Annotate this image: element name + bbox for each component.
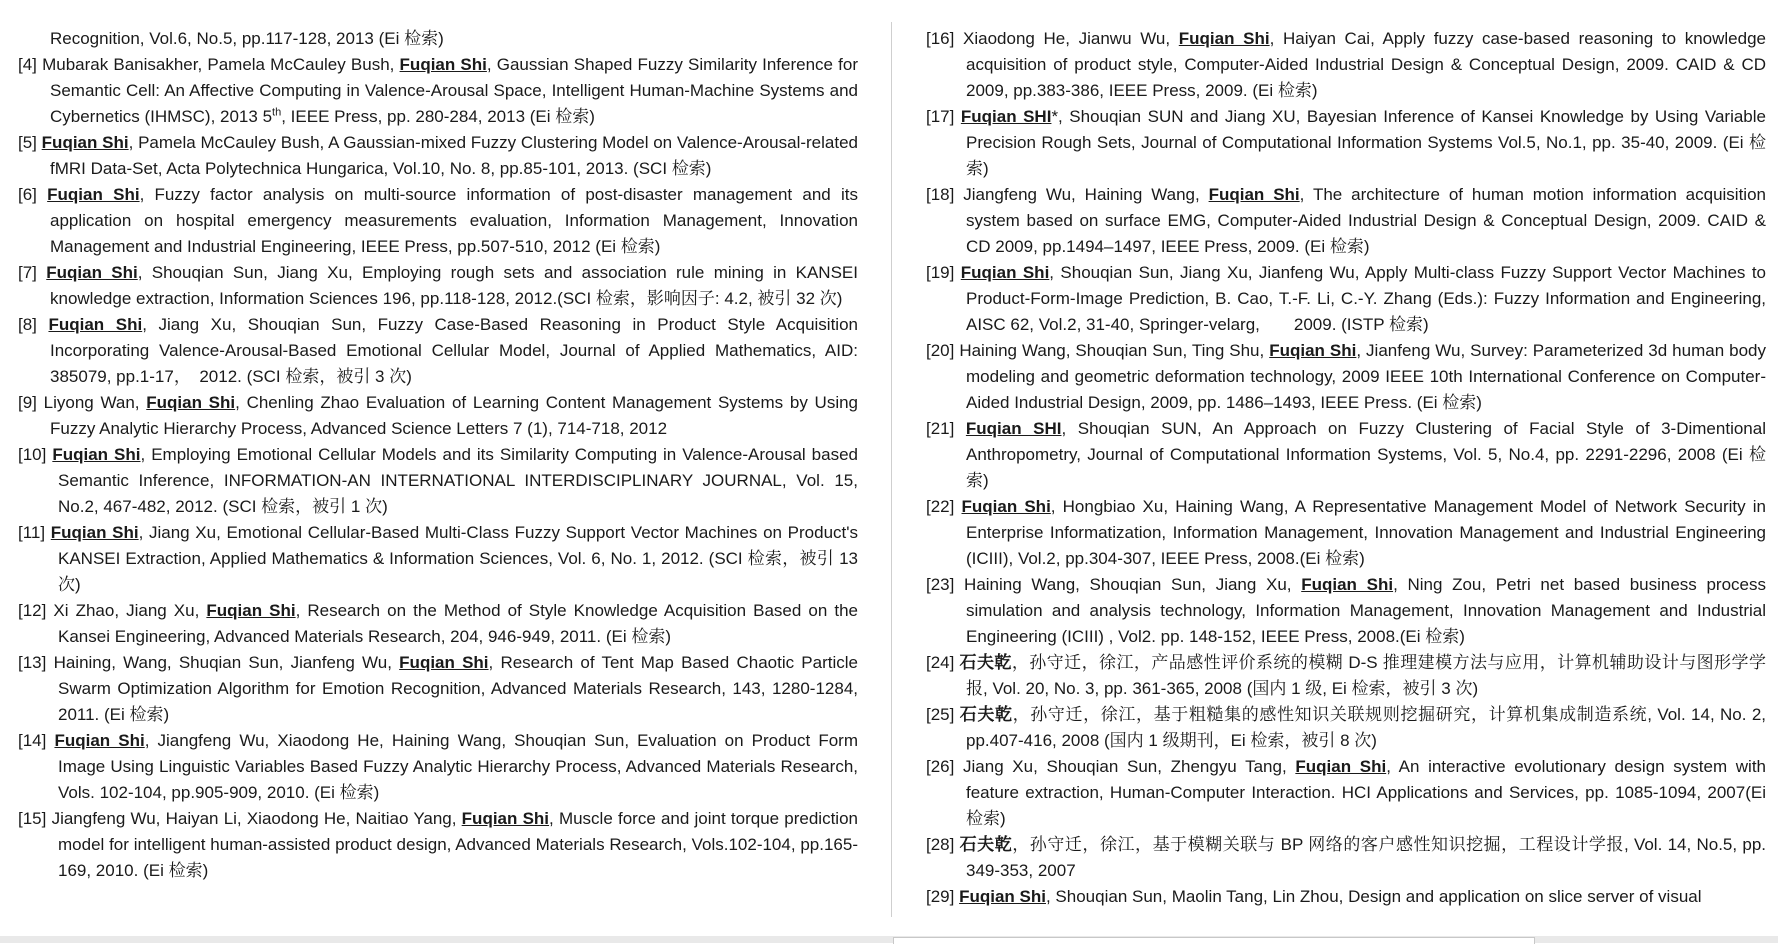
reference-entry [926,182,1766,260]
reference-number: [16] [926,29,955,48]
reference-text: , Gaussian Shaped Fuzzy Similarity Inference for Semantic Cell: An Affective Computing in Valence-Arousal Space, Intelligent Human-Machine Systems and Cybernetics (IHMSC), 2013 5 [50,55,858,126]
reference-number: [25] [926,705,955,724]
reference-number: [26] [926,757,955,776]
highlighted-author: Fuqian Shi [399,55,487,74]
reference-entry [926,338,1766,416]
reference-number: [11] [18,523,46,542]
reference-entry [926,494,1766,572]
reference-text: , Shouqian Sun, Maolin Tang, Lin Zhou, Design and application on slice server of visual [1045,887,1702,906]
reference-text: , Haiyan Cai, Apply fuzzy case-based reasoning to knowledge acquisition of product style, Computer-Aided Industrial Design & Conceptual Design, 2009. CAID & CD 2009, pp.383-386, IEEE Press, 2009. (Ei 检索) [966,29,1766,100]
reference-text: , An interactive evolutionary design system with feature extraction, Human-Computer Interaction. HCI Applications and Services, pp. 1085-1094, 2007(Ei 检索) [966,757,1767,828]
reference-entry [18,442,858,520]
reference-number: [7] [18,263,37,282]
reference-entry [18,26,858,52]
reference-number: [24] [926,653,955,672]
reference-number: [4] [18,55,37,74]
reference-text: , The architecture of human motion information acquisition system based on surface EMG, Computer-Aided Industrial Design & Conceptual Design, 2009. CAID & CD 2009, pp.1494–1497, IEEE Press, 2009. (Ei 检索) [966,185,1766,256]
reference-text: , Chenling Zhao Evaluation of Learning Content Management Systems by Using Fuzzy Analytic Hierarchy Process, Advanced Science Letters 7 (1), 714-718, 2012 [50,393,859,438]
highlighted-author: 石夫乾 [959,705,1013,724]
reference-text: Jiangfeng Wu, Haiyan Li, Xiaodong He, Naitiao Yang, [51,809,462,828]
reference-number: [14] [18,731,47,750]
right-reference-column [926,26,1766,910]
highlighted-author: Fuqian Shi [206,601,296,620]
reference-entry [926,702,1766,754]
highlighted-author: Fuqian Shi [1178,29,1270,48]
reference-text: Haining Wang, Shouqian Sun, Ting Shu, [959,341,1270,360]
reference-text: Liyong Wan, [43,393,147,412]
reference-entry [18,806,858,884]
reference-text: Jiang Xu, Shouqian Sun, Zhengyu Tang, [963,757,1296,776]
highlighted-author: Fuqian SHI [965,419,1062,438]
reference-text: , Jianfeng Wu, Survey: Parameterized 3d human body modeling and geometric deformation technology, 2009 IEEE 10th International Conference on Computer-Aided Industrial Design, 2009, pp. 1486–1493, IEEE Press. (Ei 检索) [966,341,1766,412]
reference-number: [10] [18,445,47,464]
reference-number: [12] [18,601,47,620]
highlighted-author: Fuqian Shi [47,185,140,204]
reference-number: [9] [18,393,37,412]
reference-text: Jiangfeng Wu, Haining Wang, [963,185,1209,204]
reference-number: [8] [18,315,37,334]
column-divider [891,22,892,917]
reference-text: , Shouqian Sun, Jiang Xu, Jianfeng Wu, Apply Multi-class Fuzzy Support Vector Machines to Product-Form-Image Prediction, B. Cao, T.-F. Li, C.-Y. Zhang (Eds.): Fuzzy Information and Engineering, AISC 62, Vol.2, 31-40, Springer-velarg, 2009. (ISTP 检索) [966,263,1766,334]
reference-number: [28] [926,835,955,854]
reference-entry [926,572,1766,650]
reference-entry [926,884,1766,910]
reference-number: [19] [926,263,955,282]
left-reference-column [18,26,858,884]
highlighted-author: Fuqian Shi [1295,757,1387,776]
reference-text: ，孙守迁，徐江，基于模糊关联与 BP 网络的客户感性知识挖掘，工程设计学报, Vol. 14, No.5, pp. 349-353, 2007 [966,835,1766,880]
reference-entry [18,598,858,650]
reference-number: [22] [926,497,955,516]
reference-text: , Jiang Xu, Shouqian Sun, Fuzzy Case-Based Reasoning in Product Style Acquisition Incorporating Valence-Arousal-Based Emotional Cellular Model, Journal of Applied Mathematics, AID: 385079, pp.1-17， 2012. (SCI 检索，被引 3 次) [50,315,858,386]
reference-number: [20] [926,341,955,360]
reference-number: [15] [18,809,47,828]
reference-entry [18,182,858,260]
reference-number: [5] [18,133,37,152]
reference-entry [18,130,858,182]
highlighted-author: Fuqian Shi [961,497,1051,516]
reference-number: [13] [18,653,47,672]
highlighted-author: Fuqian Shi [146,393,236,412]
reference-text: , IEEE Press, pp. 280-284, 2013 (Ei 检索) [281,107,595,126]
reference-text: , Employing Emotional Cellular Models and its Similarity Computing in Valence-Arousal based Semantic Inference, INFORMATION-AN INTERNATIONAL INTERDISCIPLINARY JOURNAL, Vol. 15, No.2, 467-482, 2012. (SCI 检索，被引 1 次) [58,445,858,516]
reference-entry [926,416,1766,494]
reference-number: [29] [926,887,955,906]
reference-number: [6] [18,185,37,204]
reference-text: , Pamela McCauley Bush, A Gaussian-mixed Fuzzy Clustering Model on Valence-Arousal-related fMRI Data-Set, Acta Polytechnica Hungarica, Vol.10, No. 8, pp.85-101, 2013. (SCI 检索) [50,133,858,178]
reference-entry [926,650,1766,702]
reference-entry [18,52,858,130]
reference-number: [17] [926,107,955,126]
reference-entry [926,104,1766,182]
superscript: th [272,106,282,119]
highlighted-author: Fuqian Shi [461,809,550,828]
reference-entry [18,520,858,598]
reference-text: , Jiangfeng Wu, Xiaodong He, Haining Wang, Shouqian Sun, Evaluation on Product Form Image Using Linguistic Variables Based Fuzzy Analytic Hierarchy Process, Advanced Materials Research, Vols. 102-104, pp.905-909, 2010. (Ei 检索) [58,731,858,802]
reference-text: ，孙守迁，徐江，产品感性评价系统的模糊 D-S 推理建模方法与应用，计算机辅助设计与图形学学报, Vol. 20, No. 3, pp. 361-365, 2008 (国内 1 级, Ei 检索，被引 3 次) [966,653,1766,698]
reference-number: [21] [926,419,955,438]
highlighted-author: Fuqian Shi [41,133,129,152]
highlighted-author: Fuqian Shi [46,263,138,282]
reference-text: , Research of Tent Map Based Chaotic Particle Swarm Optimization Algorithm for Emotion Recognition, Advanced Materials Research, 143, 1280-1284, 2011. (Ei 检索) [58,653,858,724]
reference-entry [18,260,858,312]
reference-entry [926,754,1766,832]
reference-text: Mubarak Banisakher, Pamela McCauley Bush, [42,55,400,74]
reference-entry [18,312,858,390]
highlighted-author: Fuqian Shi [54,731,145,750]
highlighted-author: Fuqian SHI [960,107,1052,126]
reference-number: [23] [926,575,955,594]
highlighted-author: Fuqian Shi [959,887,1046,906]
reference-text: , Shouqian SUN, An Approach on Fuzzy Clustering of Facial Style of 3-Dimentional Anthropometry, Journal of Computational Information Systems, Vol. 5, No.4, pp. 2291-2296, 2008 (Ei 检索) [966,419,1766,490]
highlighted-author: Fuqian Shi [1301,575,1394,594]
reference-text: , Shouqian Sun, Jiang Xu, Employing rough sets and association rule mining in KANSEI knowledge extraction, Information Sciences 196, pp.118-128, 2012.(SCI 检索，影响因子: 4.2, 被引 32 次) [50,263,858,308]
highlighted-author: Fuqian Shi [1208,185,1300,204]
highlighted-author: Fuqian Shi [1269,341,1357,360]
reference-text: Xiaodong He, Jianwu Wu, [963,29,1179,48]
reference-entry [18,390,858,442]
reference-entry [18,728,858,806]
reference-text: , Muscle force and joint torque prediction model for intelligent human-assisted product design, Advanced Materials Research, Vols.102-104, pp.165-169, 2010. (Ei 检索) [58,809,858,880]
reference-text: , Research on the Method of Style Knowledge Acquisition Based on the Kansei Engineering, Advanced Materials Research, 204, 946-949, 2011. (Ei 检索) [58,601,858,646]
reference-number: [18] [926,185,955,204]
reference-text: Haining Wang, Shouqian Sun, Jiang Xu, [964,575,1302,594]
highlighted-author: Fuqian Shi [399,653,489,672]
reference-text: , Hongbiao Xu, Haining Wang, A Representative Management Model of Network Security in Enterprise Informatization, Information Management, Innovation Management and Industrial Engineering (ICIII), Vol.2, pp.304-307, IEEE Press, 2008.(Ei 检索) [966,497,1766,568]
reference-text: ，孙守迁，徐江，基于粗糙集的感性知识关联规则挖掘研究，计算机集成制造系统, Vol. 14, No. 2, pp.407-416, 2008 (国内 1 级期刊，Ei 检索，被引 8 次) [966,705,1766,750]
highlighted-author: Fuqian Shi [960,263,1050,282]
reference-entry [926,260,1766,338]
reference-entry [18,650,858,728]
reference-text: , Fuzzy factor analysis on multi-source information of post-disaster management and its application on hospital emergency measurements evaluation, Information Management, Innovation Management and Industrial Engineering, IEEE Press, pp.507-510, 2012 (Ei 检索) [50,185,858,256]
reference-entry [926,832,1766,884]
reference-text: Haining, Wang, Shuqian Sun, Jianfeng Wu, [53,653,400,672]
reference-text: Xi Zhao, Jiang Xu, [53,601,207,620]
reference-text: , Jiang Xu, Emotional Cellular-Based Multi-Class Fuzzy Support Vector Machines on Product's KANSEI Extraction, Applied Mathematics & Information Sciences, Vol. 6, No. 1, 2012. (SCI 检索，被引 13 次) [58,523,858,594]
reference-text: , Ning Zou, Petri net based business process simulation and analysis technology, Information Management, Innovation Management and Industrial Engineering (ICIII) , Vol2. pp. 148-152, IEEE Press, 2008.(Ei 检索) [966,575,1767,646]
reference-text: *, Shouqian SUN and Jiang XU, Bayesian Inference of Kansei Knowledge by Using Variable Precision Rough Sets, Journal of Computational Information Systems Vol.5, No.1, pp. 35-40, 2009. (Ei 检索) [966,107,1766,178]
highlighted-author: 石夫乾 [959,835,1013,854]
highlighted-author: Fuqian Shi [52,445,141,464]
reference-text: Recognition, Vol.6, No.5, pp.117-128, 2013 (Ei 检索) [50,29,444,48]
highlighted-author: Fuqian Shi [50,523,139,542]
reference-entry [926,26,1766,104]
highlighted-author: 石夫乾 [959,653,1012,672]
highlighted-author: Fuqian Shi [48,315,143,334]
